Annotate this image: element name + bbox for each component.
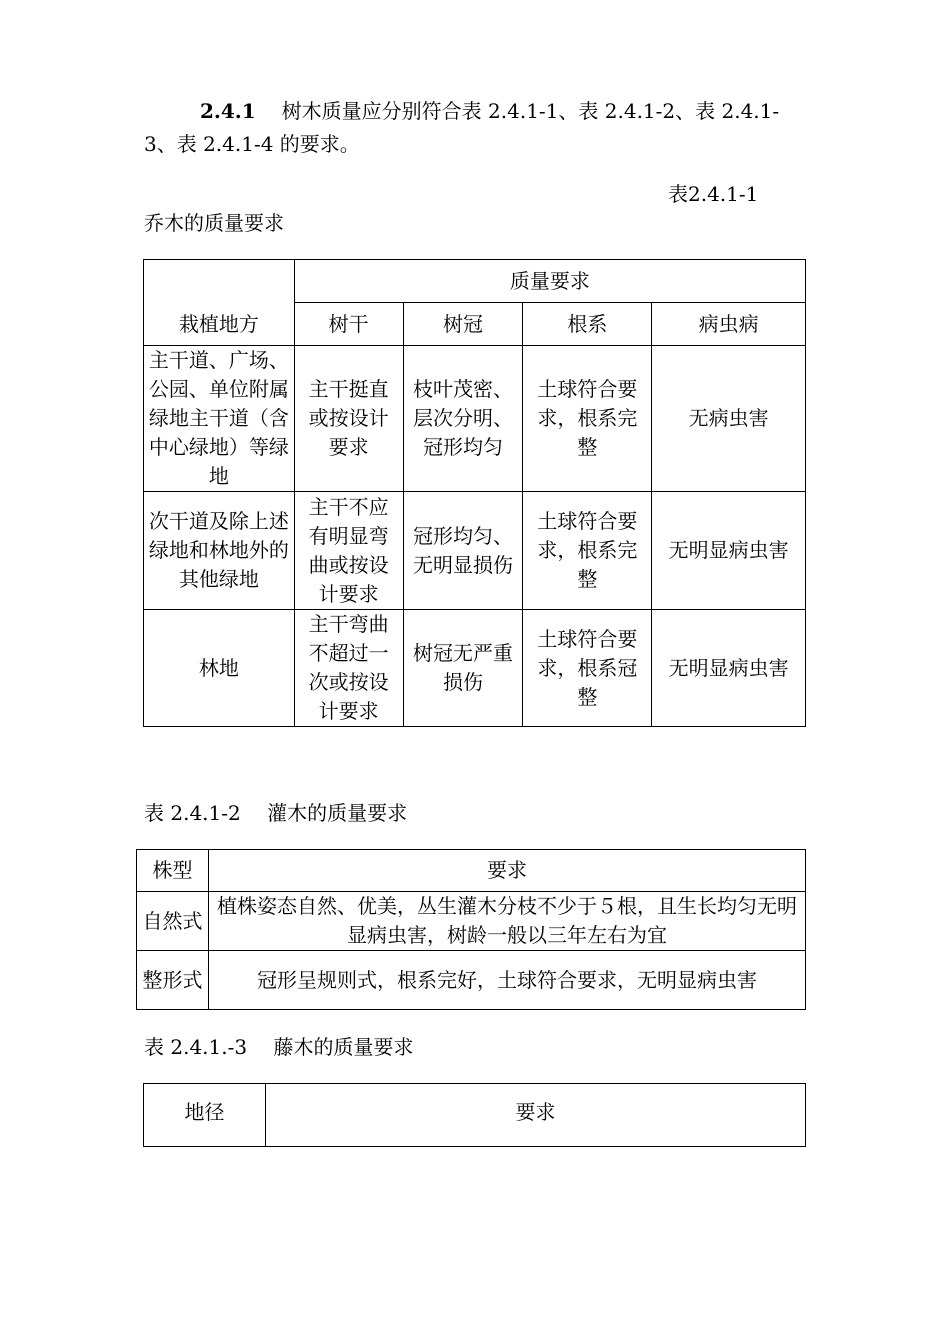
header-pest: 病虫病 [652,303,806,346]
cell-pest: 无明显病虫害 [652,492,806,610]
header-crown: 树冠 [403,303,523,346]
table1-title: 乔木的质量要求 [144,211,284,235]
cell-root: 土球符合要求，根系完整 [523,346,652,492]
cell-place: 主干道、广场、公园、单位附属绿地主干道（含中心绿地）等绿地 [144,346,295,492]
header-place: 栽植地方 [144,260,295,346]
intro-paragraph [144,95,806,161]
cell-crown: 冠形均匀、无明显损伤 [403,492,523,610]
header-requirement: 要求 [209,850,806,892]
cell-root: 土球符合要求，根系完整 [523,492,652,610]
header-diameter: 地径 [144,1084,266,1147]
intro-text: 树木质量应分别符合表 2.4.1-1、表 2.4.1-2、表 2.4.1-3、表 2.4.1-4 的要求。 [144,99,780,156]
cell-crown: 枝叶茂密、层次分明、冠形均匀 [403,346,523,492]
cell-requirement: 冠形呈规则式，根系完好，土球符合要求，无明显病虫害 [209,951,806,1010]
cell-trunk: 主干不应有明显弯曲或按设计要求 [294,492,403,610]
cell-type: 自然式 [137,892,209,951]
tree-quality-table [143,259,806,727]
header-root: 根系 [523,303,652,346]
table-row [144,492,806,610]
header-type: 株型 [137,850,209,892]
table3-caption: 表 2.4.1.-3 藤木的质量要求 [144,1035,414,1059]
cell-requirement: 植株姿态自然、优美，丛生灌木分枝不少于５根，且生长均匀无明显病虫害，树龄一般以三年左右为宜 [209,892,806,951]
cell-trunk: 主干弯曲不超过一次或按设计要求 [294,610,403,727]
cell-place: 林地 [144,610,295,727]
vine-quality-table [143,1083,806,1147]
cell-root: 土球符合要求，根系冠整 [523,610,652,727]
shrub-quality-table [136,849,806,1010]
cell-crown: 树冠无严重 损伤 [403,610,523,727]
table2-caption: 表 2.4.1-2 灌木的质量要求 [144,801,408,825]
header-requirement: 要求 [266,1084,806,1147]
table1-number: 表2.4.1-1 [668,182,759,206]
cell-pest: 无病虫害 [652,346,806,492]
cell-place: 次干道及除上述绿地和林地外的其他绿地 [144,492,295,610]
header-quality-group: 质量要求 [294,260,805,303]
section-number: 2.4.1 [200,99,256,123]
header-trunk: 树干 [294,303,403,346]
table-row [144,610,806,727]
cell-trunk: 主干挺直或按设计要求 [294,346,403,492]
cell-pest: 无明显病虫害 [652,610,806,727]
table-row [144,346,806,492]
table-row [137,951,806,1010]
cell-type: 整形式 [137,951,209,1010]
table-row [137,892,806,951]
